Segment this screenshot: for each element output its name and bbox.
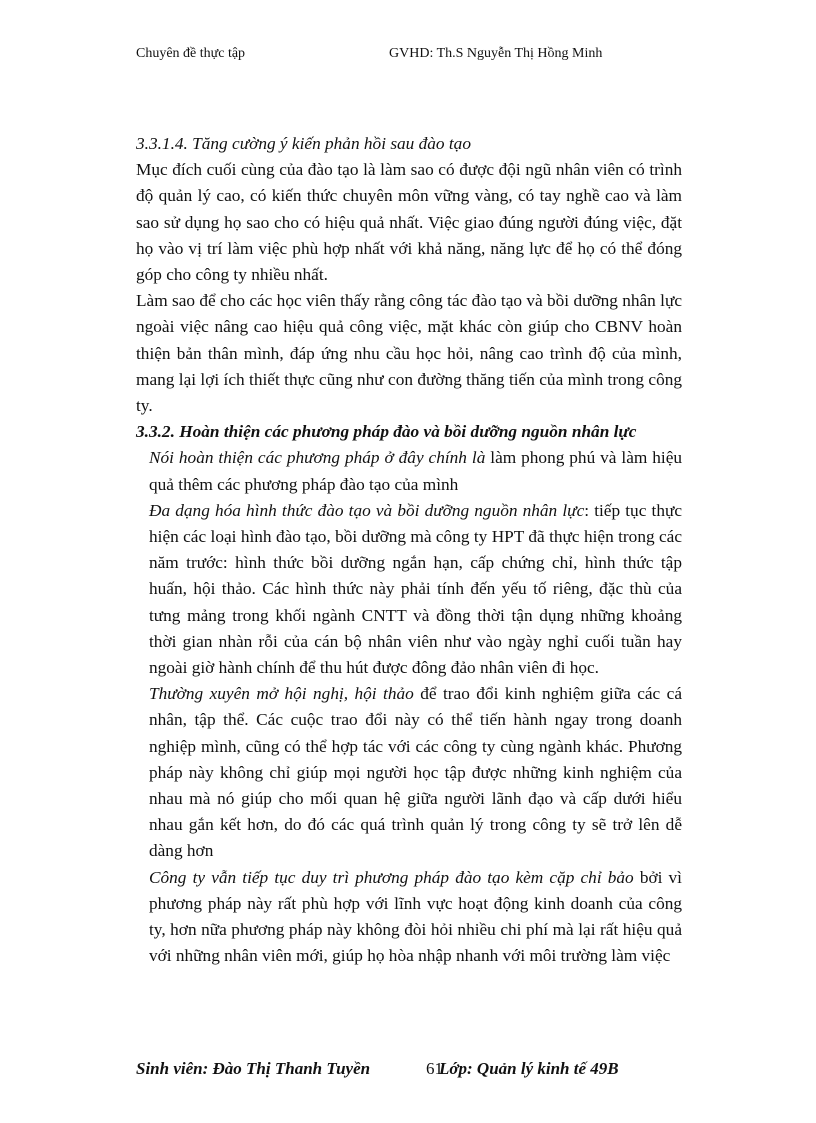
paragraph-methods-lead: Nói hoàn thiện các phương pháp ở đây chính là (149, 448, 486, 468)
section-heading: 3.3.2. Hoàn thiện các phương pháp đào và bồi dưỡng nguồn nhân lực (136, 422, 637, 442)
paragraph-mentoring-lead: Công ty vẫn tiếp tục duy trì phương pháp đào tạo kèm cặp chỉ bảo (149, 867, 634, 887)
paragraph-mentoring-text: bởi vì phương pháp này rất phù hợp với lĩnh vực hoạt động kinh doanh của công ty, hơn nữa phương pháp này không đòi hỏi nhiều chi phí mà lại rất hiệu quả với những nhân viên mới, giúp họ hòa nhập nhanh với môi trường làm việc (149, 867, 682, 966)
subheading: 3.3.1.4. Tăng cường ý kiến phản hồi sau đào tạo (136, 134, 471, 153)
footer-class: Lớp: Quản lý kinh tế 49B (439, 1059, 619, 1078)
paragraph-diversify (136, 498, 682, 681)
paragraph-methods (136, 445, 682, 497)
paragraph-conferences (136, 681, 682, 864)
header-right: GVHD: Th.S Nguyễn Thị Hồng Minh (389, 46, 603, 61)
header-left: Chuyên đề thực tập (136, 46, 246, 61)
paragraph-diversify-text: : tiếp tục thực hiện các loại hình đào tạo, bồi dưỡng mà công ty HPT đã thực hiện trong các năm trước: hình thức bồi dưỡng ngắn hạn, cấp chứng chỉ, hình thức tập huấn, hội thảo. Các hình thức này phải tính đến yếu tố riêng, đặc thù của tưng mảng trong khối ngành CNTT và đồng thời tận dụng những khoảng thời gian nhàn rỗi của cán bộ nhân viên như vào ngày nghỉ cuối tuần hay ngoài giờ hành chính để thu hút được đông đảo nhân viên đi học. (149, 500, 682, 678)
paragraph-purpose: Mục đích cuối cùng của đào tạo là làm sao có được đội ngũ nhân viên có trình độ quản lý cao, có kiến thức chuyên môn vững vàng, có tay nghề cao và làm sao sử dụng họ sao cho có hiệu quả nhất. Việc giao đúng người đúng việc, đặt họ vào vị trí làm việc phù hợp nhất với khả năng, năng lực để họ có thể đóng góp cho công ty nhiều nhất. (136, 160, 682, 285)
footer-student: Sinh viên: Đào Thị Thanh Tuyền (136, 1059, 371, 1078)
paragraph-learners: Làm sao để cho các học viên thấy rằng công tác đào tạo và bồi dưỡng nhân lực ngoài việc nâng cao hiệu quả công việc, mặt khác còn giúp cho CBNV hoàn thiện bản thân mình, đáp ứng nhu cầu học hỏi, nâng cao trình độ của mình, mang lại lợi ích thiết thực cũng như con đường thăng tiến của mình trong công ty. (136, 291, 682, 416)
paragraph-conferences-lead: Thường xuyên mở hội nghị, hội thảo (149, 684, 414, 704)
paragraph-diversify-lead: Đa dạng hóa hình thức đào tạo và bồi dưỡng nguồn nhân lực (149, 500, 585, 520)
page-number: 61 (426, 1059, 443, 1078)
paragraph-methods-text: làm phong phú và làm hiệu quả thêm các phương pháp đào tạo của mình (149, 448, 683, 494)
page-body (136, 131, 682, 970)
paragraph-conferences-text: để trao đổi kinh nghiệm giữa các cá nhân, tập thể. Các cuộc trao đổi này có thể tiến hành ngay trong doanh nghiệp mình, cũng có thể hợp tác với các công ty cùng ngành khác. Phương pháp này không chỉ giúp mọi người học tập được những kinh nghiệm của nhau mà nó giúp cho mối quan hệ giữa người lãnh đạo và cấp dưới hiểu nhau gắn kết hơn, do đó các quá trình quản lý trong công ty sẽ trở lên dễ dàng hơn (149, 684, 682, 861)
paragraph-mentoring (136, 865, 682, 970)
